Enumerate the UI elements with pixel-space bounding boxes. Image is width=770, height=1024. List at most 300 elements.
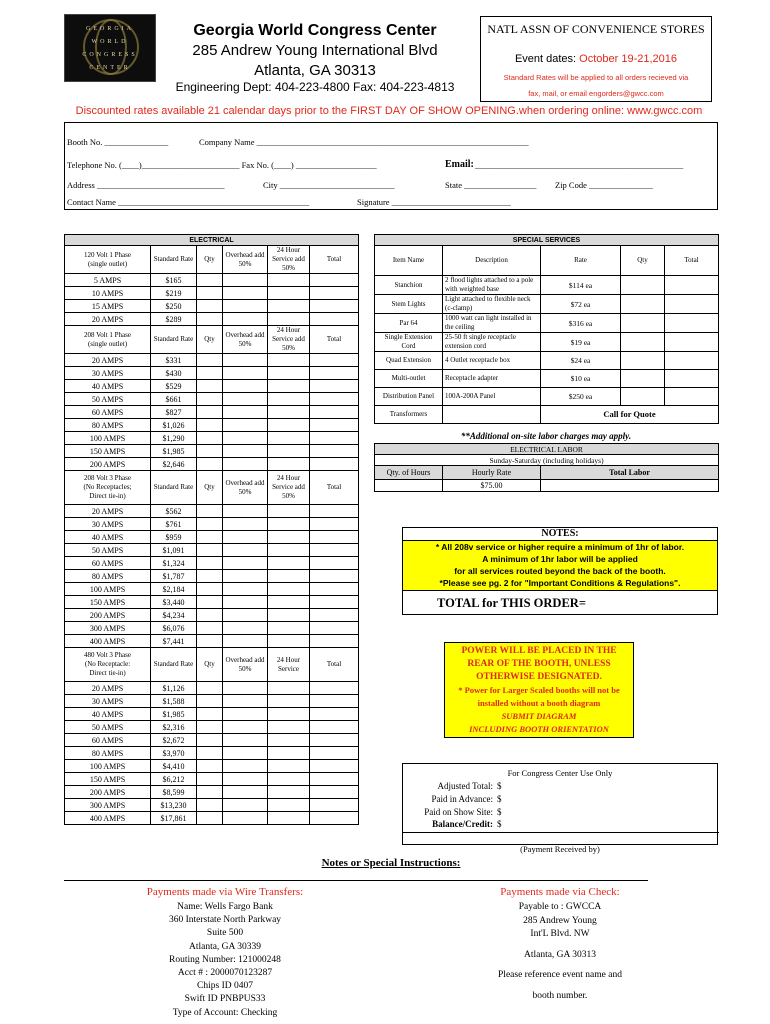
standard-rate-header: Standard Rate bbox=[151, 246, 197, 274]
electrical-table bbox=[64, 234, 359, 825]
paid-onsite-label: Paid on Show Site: bbox=[424, 807, 493, 817]
wire-line: Suite 500 bbox=[206, 928, 244, 939]
standard-rate: $1,588 bbox=[151, 695, 197, 708]
qty-input[interactable] bbox=[197, 354, 223, 367]
service-24h-input[interactable] bbox=[268, 708, 310, 721]
standard-rate: $430 bbox=[151, 367, 197, 380]
email-field[interactable]: _________________________________________________ bbox=[475, 160, 684, 170]
service-total-input[interactable] bbox=[665, 388, 719, 406]
service-qty-input[interactable] bbox=[621, 314, 665, 333]
total-input[interactable] bbox=[310, 544, 359, 557]
amperage: 150 AMPS bbox=[65, 445, 151, 458]
voltage-label-line: 208 Volt 1 Phase bbox=[84, 330, 131, 339]
service-total-input[interactable] bbox=[665, 370, 719, 388]
overhead-input[interactable] bbox=[223, 557, 268, 570]
special-service-row bbox=[375, 276, 719, 295]
electrical-section-header bbox=[65, 246, 359, 274]
overhead-input[interactable] bbox=[223, 406, 268, 419]
total-input[interactable] bbox=[310, 557, 359, 570]
electrical-row bbox=[65, 354, 359, 367]
qty-input[interactable] bbox=[197, 505, 223, 518]
standard-rate-header: Standard Rate bbox=[151, 326, 197, 354]
special-service-row bbox=[375, 406, 719, 424]
qty-input[interactable] bbox=[197, 695, 223, 708]
special-services-table bbox=[374, 234, 719, 424]
qty-input[interactable] bbox=[197, 445, 223, 458]
service-24h-input[interactable] bbox=[268, 622, 310, 635]
total-input[interactable] bbox=[310, 721, 359, 734]
service-24h-input[interactable] bbox=[268, 406, 310, 419]
service-total-input[interactable] bbox=[665, 276, 719, 295]
special-service-row bbox=[375, 295, 719, 314]
power-placement-notice bbox=[444, 642, 634, 738]
electrical-row bbox=[65, 531, 359, 544]
booth-number-field[interactable]: Booth No. _______________ bbox=[67, 137, 169, 147]
overhead-input[interactable] bbox=[223, 812, 268, 825]
amperage: 60 AMPS bbox=[65, 557, 151, 570]
qty-input[interactable] bbox=[197, 609, 223, 622]
total-header: Total bbox=[310, 471, 359, 505]
service-24h-input[interactable] bbox=[268, 760, 310, 773]
overhead-input[interactable] bbox=[223, 799, 268, 812]
total-input[interactable] bbox=[310, 287, 359, 300]
service-24h-input[interactable] bbox=[268, 367, 310, 380]
service-qty-input[interactable] bbox=[621, 333, 665, 352]
service-24h-input[interactable] bbox=[268, 695, 310, 708]
congress-use-title: For Congress Center Use Only bbox=[507, 768, 613, 778]
hourly-rate-header: Hourly Rate bbox=[443, 466, 541, 480]
total-input[interactable] bbox=[310, 583, 359, 596]
service-24h-input[interactable] bbox=[268, 635, 310, 648]
qty-input[interactable] bbox=[197, 300, 223, 313]
payment-received-by: (Payment Received by) bbox=[520, 844, 600, 854]
overhead-input[interactable] bbox=[223, 682, 268, 695]
amperage: 30 AMPS bbox=[65, 367, 151, 380]
overhead-input[interactable] bbox=[223, 518, 268, 531]
total-input[interactable] bbox=[310, 596, 359, 609]
service-qty-input[interactable] bbox=[621, 295, 665, 314]
qty-input[interactable] bbox=[197, 721, 223, 734]
overhead-input[interactable] bbox=[223, 786, 268, 799]
qty-input[interactable] bbox=[197, 544, 223, 557]
overhead-input[interactable] bbox=[223, 721, 268, 734]
service-qty-input[interactable] bbox=[621, 276, 665, 295]
service-qty-input[interactable] bbox=[621, 352, 665, 370]
qty-input[interactable] bbox=[197, 393, 223, 406]
notes-line-4: *Please see pg. 2 for "Important Conditions & Regulations". bbox=[439, 578, 681, 588]
amperage: 200 AMPS bbox=[65, 458, 151, 471]
service-rate: $250 ea bbox=[541, 388, 621, 406]
service-24h-input[interactable] bbox=[268, 531, 310, 544]
venue-address: 285 Andrew Young International Blvd bbox=[192, 42, 438, 59]
overhead-input[interactable] bbox=[223, 622, 268, 635]
overhead-input[interactable] bbox=[223, 445, 268, 458]
instructions-line[interactable] bbox=[64, 880, 648, 881]
service-24h-input[interactable] bbox=[268, 786, 310, 799]
overhead-input[interactable] bbox=[223, 747, 268, 760]
check-payment-title: Payments made via Check: bbox=[500, 886, 620, 898]
service-item-name: Par 64 bbox=[375, 314, 443, 333]
power-line-4: * Power for Larger Scaled booths will not be bbox=[458, 685, 620, 695]
overhead-input[interactable] bbox=[223, 300, 268, 313]
electrical-row bbox=[65, 367, 359, 380]
total-header: Total bbox=[310, 326, 359, 354]
electrical-row bbox=[65, 609, 359, 622]
total-input[interactable] bbox=[310, 609, 359, 622]
overhead-input[interactable] bbox=[223, 570, 268, 583]
total-input[interactable] bbox=[310, 505, 359, 518]
total-input[interactable] bbox=[310, 445, 359, 458]
overhead-input[interactable] bbox=[223, 458, 268, 471]
qty-input[interactable] bbox=[197, 583, 223, 596]
wire-line: Atlanta, GA 30339 bbox=[188, 941, 262, 952]
congress-use-box bbox=[402, 763, 718, 845]
standard-rate: $2,316 bbox=[151, 721, 197, 734]
qty-input[interactable] bbox=[197, 682, 223, 695]
qty-input[interactable] bbox=[197, 367, 223, 380]
qty-input[interactable] bbox=[197, 734, 223, 747]
venue-title: Georgia World Congress Center bbox=[193, 22, 437, 39]
labor-title: ELECTRICAL LABOR bbox=[375, 444, 719, 455]
overhead-input[interactable] bbox=[223, 505, 268, 518]
total-input[interactable] bbox=[310, 380, 359, 393]
total-input[interactable] bbox=[310, 786, 359, 799]
standard-rate: $331 bbox=[151, 354, 197, 367]
notes-box bbox=[402, 527, 718, 615]
service-description: Light attached to flexible neck (c-clamp) bbox=[443, 295, 541, 314]
service-rate: $114 ea bbox=[541, 276, 621, 295]
amperage: 400 AMPS bbox=[65, 635, 151, 648]
service-24h-input[interactable] bbox=[268, 445, 310, 458]
check-line-6: booth number. bbox=[532, 990, 588, 1001]
qty-input[interactable] bbox=[197, 531, 223, 544]
service-total-input[interactable] bbox=[665, 314, 719, 333]
electrical-row bbox=[65, 287, 359, 300]
telephone-fax-field[interactable]: Telephone No. (____)_______________________ Fax No. (____) ___________________ bbox=[67, 160, 377, 170]
wire-line: 360 Interstate North Parkway bbox=[168, 915, 282, 926]
service-24h-input[interactable] bbox=[268, 287, 310, 300]
electrical-title: ELECTRICAL bbox=[65, 235, 359, 246]
total-input[interactable] bbox=[310, 313, 359, 326]
service-24h-input[interactable] bbox=[268, 812, 310, 825]
amperage: 15 AMPS bbox=[65, 300, 151, 313]
qty-input[interactable] bbox=[197, 274, 223, 287]
zip-code-field[interactable]: Zip Code _______________ bbox=[555, 180, 653, 190]
amperage: 400 AMPS bbox=[65, 812, 151, 825]
qty-input[interactable] bbox=[197, 786, 223, 799]
standard-rate: $562 bbox=[151, 505, 197, 518]
total-input[interactable] bbox=[310, 760, 359, 773]
paid-onsite-dollar: $ bbox=[497, 807, 502, 817]
overhead-input[interactable] bbox=[223, 596, 268, 609]
state-field[interactable]: State _________________ bbox=[445, 180, 537, 190]
qty-input[interactable] bbox=[197, 432, 223, 445]
overhead-header: Overhead add 50% bbox=[223, 471, 268, 505]
service-rate: $10 ea bbox=[541, 370, 621, 388]
adjusted-total-label: Adjusted Total: bbox=[437, 781, 493, 791]
total-input[interactable] bbox=[310, 708, 359, 721]
overhead-input[interactable] bbox=[223, 635, 268, 648]
order-contact: fax, mail, or email engorders@gwcc.com bbox=[528, 89, 664, 98]
service-qty-input[interactable] bbox=[621, 370, 665, 388]
overhead-input[interactable] bbox=[223, 708, 268, 721]
service-24h-input[interactable] bbox=[268, 458, 310, 471]
total-input[interactable] bbox=[310, 773, 359, 786]
service-rate: $19 ea bbox=[541, 333, 621, 352]
contact-name-field[interactable]: Contact Name _____________________________________________ bbox=[67, 197, 310, 207]
service-24h-input[interactable] bbox=[268, 505, 310, 518]
service-description: 100A-200A Panel bbox=[443, 388, 541, 406]
service-24h-input[interactable] bbox=[268, 380, 310, 393]
total-input[interactable] bbox=[310, 367, 359, 380]
city-field[interactable]: City ___________________________ bbox=[263, 180, 395, 190]
service-24h-input[interactable] bbox=[268, 609, 310, 622]
service-24h-input[interactable] bbox=[268, 300, 310, 313]
electrical-row bbox=[65, 445, 359, 458]
electrical-row bbox=[65, 570, 359, 583]
service-24h-input[interactable] bbox=[268, 393, 310, 406]
overhead-input[interactable] bbox=[223, 695, 268, 708]
service-rate: $316 ea bbox=[541, 314, 621, 333]
total-input[interactable] bbox=[310, 432, 359, 445]
wire-line: Routing Number: 121000248 bbox=[169, 954, 281, 965]
check-line-3: Int'L Blvd. NW bbox=[530, 929, 590, 939]
overhead-input[interactable] bbox=[223, 531, 268, 544]
qty-input[interactable] bbox=[197, 570, 223, 583]
electrical-row bbox=[65, 596, 359, 609]
logo-text-4: CENTER bbox=[89, 65, 131, 71]
qty-input[interactable] bbox=[197, 812, 223, 825]
qty-input[interactable] bbox=[197, 518, 223, 531]
overhead-input[interactable] bbox=[223, 419, 268, 432]
qty-input[interactable] bbox=[197, 773, 223, 786]
amperage: 40 AMPS bbox=[65, 380, 151, 393]
wire-line: Name: Wells Fargo Bank bbox=[177, 902, 273, 912]
power-line-1: POWER WILL BE PLACED IN THE bbox=[461, 646, 617, 656]
service-item-name: Transformers bbox=[375, 406, 443, 424]
qty-input[interactable] bbox=[197, 760, 223, 773]
service-item-name: Multi-outlet bbox=[375, 370, 443, 388]
address-field[interactable]: Address ______________________________ bbox=[67, 180, 225, 190]
service-24h-input[interactable] bbox=[268, 354, 310, 367]
total-input[interactable] bbox=[310, 747, 359, 760]
overhead-input[interactable] bbox=[223, 734, 268, 747]
qty-input[interactable] bbox=[197, 380, 223, 393]
amperage: 200 AMPS bbox=[65, 786, 151, 799]
total-header: Total bbox=[310, 246, 359, 274]
electrical-row bbox=[65, 419, 359, 432]
service-description bbox=[443, 406, 541, 424]
overhead-input[interactable] bbox=[223, 544, 268, 557]
service-24h-input[interactable] bbox=[268, 274, 310, 287]
total-input[interactable] bbox=[310, 458, 359, 471]
total-input[interactable] bbox=[310, 734, 359, 747]
total-input[interactable] bbox=[310, 812, 359, 825]
qty-input[interactable] bbox=[197, 596, 223, 609]
amperage: 80 AMPS bbox=[65, 747, 151, 760]
electrical-row bbox=[65, 300, 359, 313]
overhead-header: Overhead add 50% bbox=[223, 326, 268, 354]
total-input[interactable] bbox=[310, 393, 359, 406]
total-input[interactable] bbox=[310, 531, 359, 544]
qty-input[interactable] bbox=[197, 622, 223, 635]
qty-input[interactable] bbox=[197, 557, 223, 570]
qty-input[interactable] bbox=[197, 635, 223, 648]
voltage-label-line: (single outlet) bbox=[87, 339, 128, 348]
wire-line: Acct # : 2000070123287 bbox=[177, 968, 273, 979]
overhead-header: Overhead add 50% bbox=[223, 648, 268, 682]
logo-text-2: WORLD bbox=[91, 39, 129, 45]
total-input[interactable] bbox=[310, 300, 359, 313]
electrical-row bbox=[65, 799, 359, 812]
total-input[interactable] bbox=[310, 570, 359, 583]
voltage-label-line: (No Receptacle: bbox=[84, 660, 131, 668]
total-labor-input[interactable] bbox=[541, 480, 719, 492]
electrical-row bbox=[65, 773, 359, 786]
total-input[interactable] bbox=[310, 354, 359, 367]
overhead-input[interactable] bbox=[223, 760, 268, 773]
qty-input[interactable] bbox=[197, 419, 223, 432]
service-total-input[interactable] bbox=[665, 352, 719, 370]
qty-input[interactable] bbox=[197, 708, 223, 721]
paid-advance-dollar: $ bbox=[497, 794, 502, 804]
service-24h-header: 24 Hour Service add 50% bbox=[268, 246, 310, 274]
overhead-input[interactable] bbox=[223, 287, 268, 300]
standard-rate: $1,787 bbox=[151, 570, 197, 583]
service-24h-input[interactable] bbox=[268, 596, 310, 609]
overhead-input[interactable] bbox=[223, 609, 268, 622]
electrical-row bbox=[65, 458, 359, 471]
voltage-label bbox=[65, 246, 151, 274]
service-24h-input[interactable] bbox=[268, 419, 310, 432]
qty-input[interactable] bbox=[197, 287, 223, 300]
service-24h-input[interactable] bbox=[268, 682, 310, 695]
electrical-section-header bbox=[65, 326, 359, 354]
amperage: 80 AMPS bbox=[65, 570, 151, 583]
qty-input[interactable] bbox=[197, 799, 223, 812]
service-24h-input[interactable] bbox=[268, 313, 310, 326]
electrical-row bbox=[65, 518, 359, 531]
electrical-row bbox=[65, 760, 359, 773]
service-total-input[interactable] bbox=[665, 333, 719, 352]
electrical-row bbox=[65, 734, 359, 747]
standard-rate: $4,234 bbox=[151, 609, 197, 622]
total-input[interactable] bbox=[310, 406, 359, 419]
service-24h-input[interactable] bbox=[268, 432, 310, 445]
service-24h-input[interactable] bbox=[268, 799, 310, 812]
overhead-input[interactable] bbox=[223, 393, 268, 406]
event-name: NATL ASSN OF CONVENIENCE STORES bbox=[487, 22, 705, 36]
total-input[interactable] bbox=[310, 274, 359, 287]
service-24h-input[interactable] bbox=[268, 721, 310, 734]
amperage: 100 AMPS bbox=[65, 583, 151, 596]
service-item-name: Stanchion bbox=[375, 276, 443, 295]
special-service-row bbox=[375, 352, 719, 370]
special-header-cell: Rate bbox=[541, 246, 621, 276]
service-24h-input[interactable] bbox=[268, 570, 310, 583]
standard-rate-header: Standard Rate bbox=[151, 648, 197, 682]
venue-city: Atlanta, GA 30313 bbox=[254, 62, 376, 79]
paid-advance-label: Paid in Advance: bbox=[431, 794, 493, 804]
qty-input[interactable] bbox=[197, 406, 223, 419]
total-input[interactable] bbox=[310, 622, 359, 635]
overhead-input[interactable] bbox=[223, 274, 268, 287]
amperage: 150 AMPS bbox=[65, 596, 151, 609]
wire-line: Chips ID 0407 bbox=[197, 981, 253, 992]
service-qty-input[interactable] bbox=[621, 388, 665, 406]
qty-hours-input[interactable] bbox=[375, 480, 443, 492]
logo-text-1: GEORGIA bbox=[86, 26, 134, 32]
service-24h-input[interactable] bbox=[268, 544, 310, 557]
standard-rate: $6,212 bbox=[151, 773, 197, 786]
standard-rate: $17,861 bbox=[151, 812, 197, 825]
qty-input[interactable] bbox=[197, 458, 223, 471]
total-input[interactable] bbox=[310, 635, 359, 648]
balance-credit-label: Balance/Credit: bbox=[432, 819, 493, 829]
signature-field[interactable]: Signature ____________________________ bbox=[357, 197, 511, 207]
special-service-row bbox=[375, 370, 719, 388]
event-dates-label: Event dates: bbox=[514, 53, 577, 65]
standard-rate: $289 bbox=[151, 313, 197, 326]
service-24h-input[interactable] bbox=[268, 734, 310, 747]
service-24h-input[interactable] bbox=[268, 747, 310, 760]
amperage: 40 AMPS bbox=[65, 708, 151, 721]
voltage-label-line: (single outlet) bbox=[87, 259, 128, 268]
total-input[interactable] bbox=[310, 518, 359, 531]
standard-rate: $959 bbox=[151, 531, 197, 544]
overhead-input[interactable] bbox=[223, 380, 268, 393]
service-24h-input[interactable] bbox=[268, 518, 310, 531]
overhead-input[interactable] bbox=[223, 313, 268, 326]
service-24h-input[interactable] bbox=[268, 773, 310, 786]
overhead-input[interactable] bbox=[223, 432, 268, 445]
service-24h-input[interactable] bbox=[268, 557, 310, 570]
standard-rate: $2,646 bbox=[151, 458, 197, 471]
engineering-contact: Engineering Dept: 404-223-4800 Fax: 404-223-4813 bbox=[175, 80, 455, 94]
amperage: 50 AMPS bbox=[65, 544, 151, 557]
overhead-input[interactable] bbox=[223, 367, 268, 380]
standard-rate: $761 bbox=[151, 518, 197, 531]
amperage: 80 AMPS bbox=[65, 419, 151, 432]
voltage-label bbox=[65, 471, 151, 505]
overhead-input[interactable] bbox=[223, 773, 268, 786]
amperage: 5 AMPS bbox=[65, 274, 151, 287]
power-line-3: OTHERWISE DESIGNATED. bbox=[476, 672, 602, 682]
service-24h-input[interactable] bbox=[268, 583, 310, 596]
electrical-row bbox=[65, 380, 359, 393]
amperage: 300 AMPS bbox=[65, 799, 151, 812]
service-item-name: Stem Lights bbox=[375, 295, 443, 314]
special-service-row bbox=[375, 388, 719, 406]
company-name-field[interactable]: Company Name ________________________________________________________________ bbox=[199, 137, 529, 147]
qty-input[interactable] bbox=[197, 747, 223, 760]
wire-transfer-title: Payments made via Wire Transfers: bbox=[146, 886, 304, 898]
total-input[interactable] bbox=[310, 419, 359, 432]
standard-rate: $165 bbox=[151, 274, 197, 287]
service-total-input[interactable] bbox=[665, 295, 719, 314]
qty-header: Qty bbox=[197, 471, 223, 505]
overhead-input[interactable] bbox=[223, 583, 268, 596]
total-input[interactable] bbox=[310, 682, 359, 695]
special-instructions-label: Notes or Special Instructions: bbox=[321, 857, 461, 869]
standard-rates-note: Standard Rates will be applied to all orders recieved via bbox=[503, 73, 689, 82]
qty-input[interactable] bbox=[197, 313, 223, 326]
overhead-input[interactable] bbox=[223, 354, 268, 367]
total-input[interactable] bbox=[310, 799, 359, 812]
power-line-6: SUBMIT DIAGRAM bbox=[501, 711, 577, 721]
total-input[interactable] bbox=[310, 695, 359, 708]
electrical-row bbox=[65, 622, 359, 635]
